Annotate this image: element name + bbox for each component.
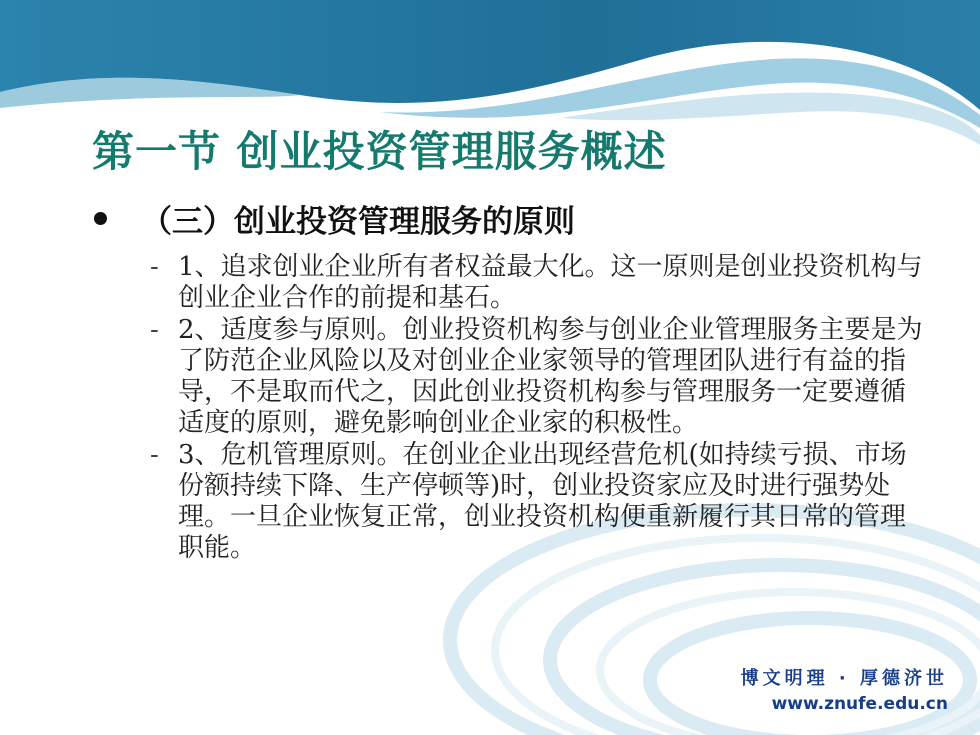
principle-item-3 bbox=[150, 440, 930, 564]
dash-marker: - bbox=[150, 440, 159, 470]
principle-item-2-text: 2、适度参与原则。创业投资机构参与创业企业管理服务主要是为了防范企业风险以及对创业企业家领导的管理团队进行有益的指导，不是取而代之，因此创业投资机构参与管理服务一定要遵循适度的原则，避免影响创业企业家的积极性。 bbox=[178, 315, 923, 438]
bullet-heading-text: （三）创业投资管理服务的原则 bbox=[141, 203, 575, 240]
principle-list bbox=[150, 252, 930, 565]
dash-marker: - bbox=[150, 252, 159, 282]
principle-item-2 bbox=[150, 315, 930, 439]
dash-marker: - bbox=[150, 315, 159, 345]
slide-title: 第一节 创业投资管理服务概述 bbox=[92, 127, 667, 176]
principle-item-1 bbox=[150, 252, 930, 314]
bullet-dot-icon bbox=[94, 212, 107, 225]
footer bbox=[741, 664, 948, 714]
principle-item-1-text: 1、追求创业企业所有者权益最大化。这一原则是创业投资机构与创业企业合作的前提和基石。 bbox=[178, 252, 923, 313]
footer-motto: 博文明理 · 厚德济世 bbox=[740, 668, 948, 689]
principle-item-3-text: 3、危机管理原则。在创业企业出现经营危机(如持续亏损、市场份额持续下降、生产停顿等)时，创业投资家应及时进行强势处理。一旦企业恢复正常，创业投资机构便重新履行其日常的管理职能。 bbox=[178, 440, 907, 563]
footer-url: www.znufe.edu.cn bbox=[771, 694, 948, 714]
bullet-heading bbox=[94, 198, 575, 238]
